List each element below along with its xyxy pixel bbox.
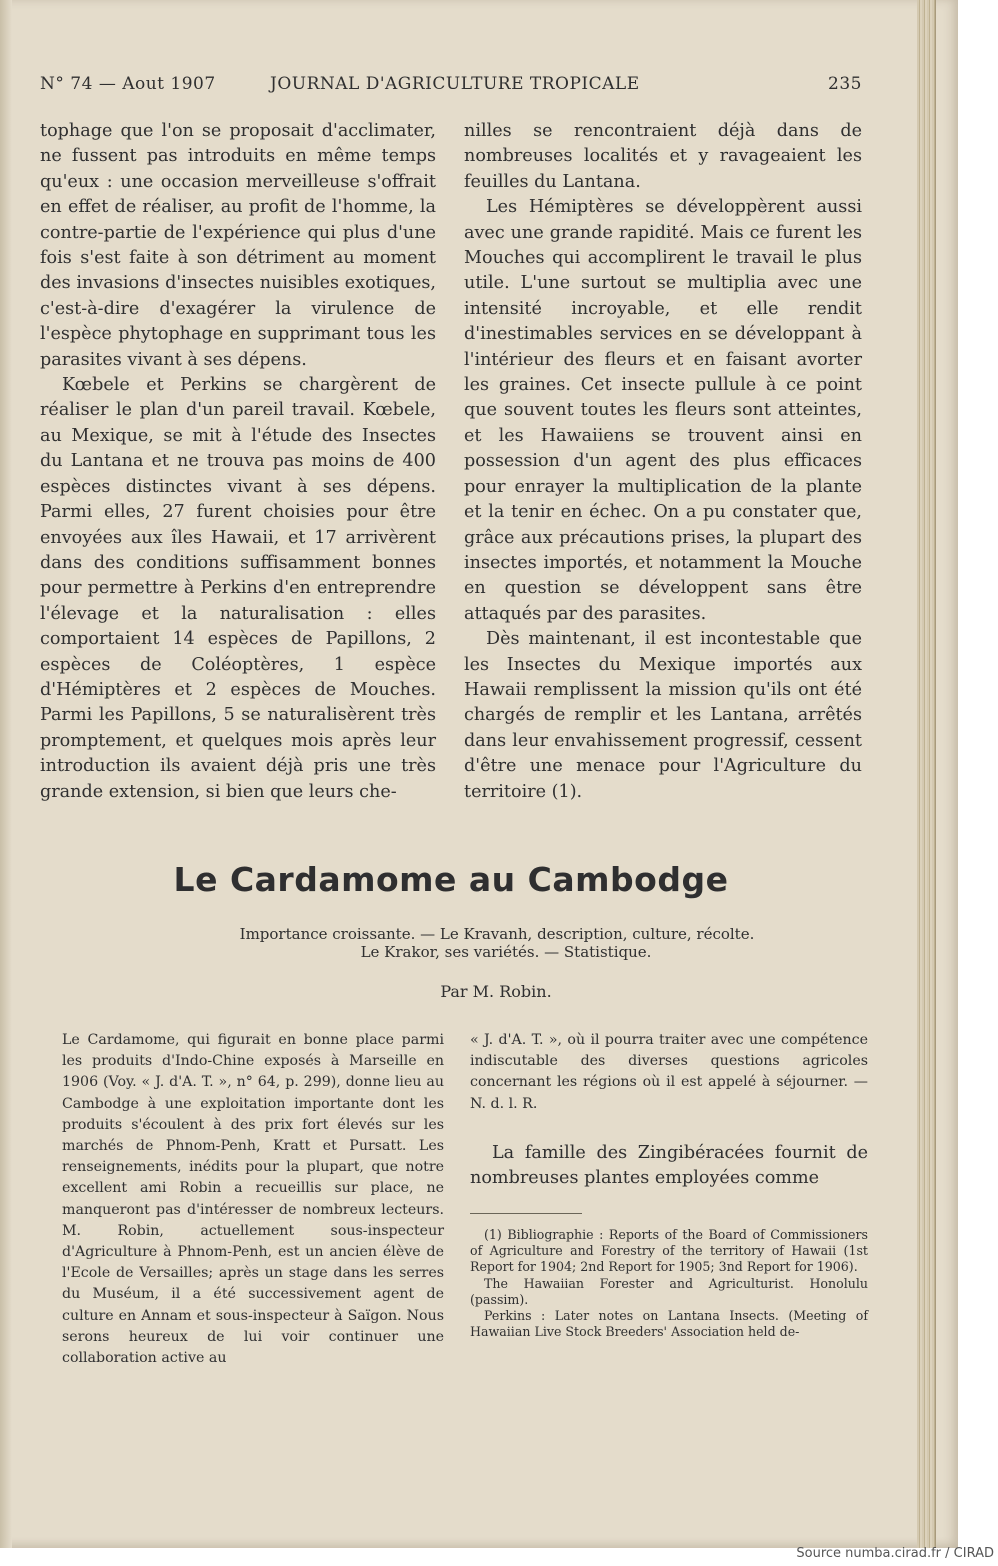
paragraph: La famille des Zingibéracées fournit de nombreuses plantes employées comme: [470, 1143, 868, 1189]
article2-body: [470, 1141, 868, 1192]
issue-date: N° 74 — Aout 1907: [40, 74, 216, 94]
paragraph: nilles se rencontraient déjà dans de nombreuses localités et y ravageaient les feuilles du Lantana.: [464, 121, 862, 192]
footnote-rule: [470, 1213, 582, 1214]
intro-paragraph-continued: « J. d'A. T. », où il pourra traiter avec une compétence indiscutable des diverses questions agricoles concernant les régions où il est appelé à séjourner. — N. d. l. R.: [470, 1032, 868, 1112]
running-header: [40, 74, 862, 98]
article1-column-right: [464, 119, 862, 805]
footnotes: [470, 1227, 868, 1340]
paragraph: tophage que l'on se proposait d'acclimater, ne fussent pas introduits en même temps qu'eux : une occasion merveilleuse s'offrait en effet de réaliser, au profit de l'homme, la contre-partie de l'expérience qui plus d'une fois s'est faite à son détriment au moment des invasions d'insectes nuisibles exotiques, c'est-à-dire d'exagérer la virulence de l'espèce phytophage en supprimant tous les parasites vivant à ses dépens.: [40, 121, 436, 370]
footnote: Perkins : Later notes on Lantana Insects. (Meeting of Hawaiian Live Stock Breeders' Association held de-: [470, 1308, 868, 1340]
paragraph: Dès maintenant, il est incontestable que les Insectes du Mexique importés aux Hawaii remplissent la mission qu'ils ont été chargés de remplir et les Lantana, arrêtés dans leur envahissement progressif, cessent d'être une menace pour l'Agriculture du territoire (1).: [464, 629, 862, 802]
editor-intro: [62, 1030, 444, 1369]
footnote: The Hawaiian Forester and Agriculturist. Honolulu (passim).: [470, 1275, 868, 1307]
paragraph: Les Hémiptères se développèrent aussi avec une grande rapidité. Mais ce furent les Mouches qui accomplirent le travail le plus utile. L'une surtout se multiplia avec une intensité incroyable, et elle rendit d'inestimables services en se développant à l'intérieur des fleurs et en faisant avorter les graines. Cet insecte pullule à ce point que souvent toutes les fleurs sont atteintes, et les Hawaiiens se trouvent ainsi en possession d'un agent des plus efficaces pour enrayer la multiplication de la plante et la tenir en échec. On a pu constater que, grâce aux précautions prises, la plupart des insectes importés, et notamment la Mouche en question se développent sans être attaqués par des parasites.: [464, 197, 862, 624]
binding-shadow: [0, 0, 12, 1548]
journal-name: JOURNAL D'AGRICULTURE TROPICALE: [270, 74, 640, 94]
paragraph: Kœbele et Perkins se chargèrent de réaliser le plan d'un pareil travail. Kœbele, au Mexique, se mit à l'étude des Insectes du Lantana et ne trouva pas moins de 400 espèces distinctes vivant à ses dépens. Parmi elles, 27 furent choisies pour être envoyées aux îles Hawaii, et 17 arrivèrent dans des conditions suffisamment bonnes pour permettre à Perkins d'en entreprendre l'élevage et la naturalisation : elles comportaient 14 espèces de Papillons, 2 espèces de Coléoptères, 1 espèce d'Hémiptères et 2 espèces de Mouches. Parmi les Papillons, 5 se naturalisèrent très promptement, et quelques mois après leur introduction ils avaient déjà pris une très grande extension, si bien que leurs che-: [40, 375, 436, 802]
page-number: 235: [828, 74, 862, 94]
article-subtitle-line2: Le Krakor, ses variétés. — Statistique.: [360, 943, 652, 961]
article-title: Le Cardamome au Cambodge: [173, 860, 729, 899]
editor-intro-continued: [470, 1030, 868, 1115]
article1-column-left: [40, 119, 436, 805]
byline: Par M. Robin.: [440, 982, 552, 1001]
page-edge-stack: [917, 0, 936, 1548]
intro-paragraph: Le Cardamome, qui figurait en bonne place parmi les produits d'Indo-Chine exposés à Marseille en 1906 (Voy. « J. d'A. T. », n° 64, p. 299), donne lieu au Cambodge à une exploitation importante dont les produits s'écoulent à des prix fort élevés sur les marchés de Phnom-Penh, Kratt et Pursatt. Les renseignements, inédits pour la plupart, que notre excellent ami Robin a recueillis sur place, ne manqueront pas d'intéresser de nombreux lecteurs. M. Robin, actuellement sous-inspecteur d'Agriculture à Phnom-Penh, est un ancien élève de l'Ecole de Versailles; après un stage dans les serres du Muséum, il a été successivement agent de culture en Annam et sous-inspecteur à Saïgon. Nous serons heureux de lui voir continuer une collaboration active au: [62, 1032, 444, 1367]
source-credit: Source numba.cirad.fr / CIRAD: [796, 1546, 994, 1561]
article-subtitle-line1: Importance croissante. — Le Kravanh, description, culture, récolte.: [239, 925, 755, 943]
footnote: (1) Bibliographie : Reports of the Board of Commissioners of Agriculture and Forestry of the territory of Hawaii (1st Report for 1904; 2nd Report for 1905; 3nd Report for 1906).: [470, 1227, 868, 1275]
